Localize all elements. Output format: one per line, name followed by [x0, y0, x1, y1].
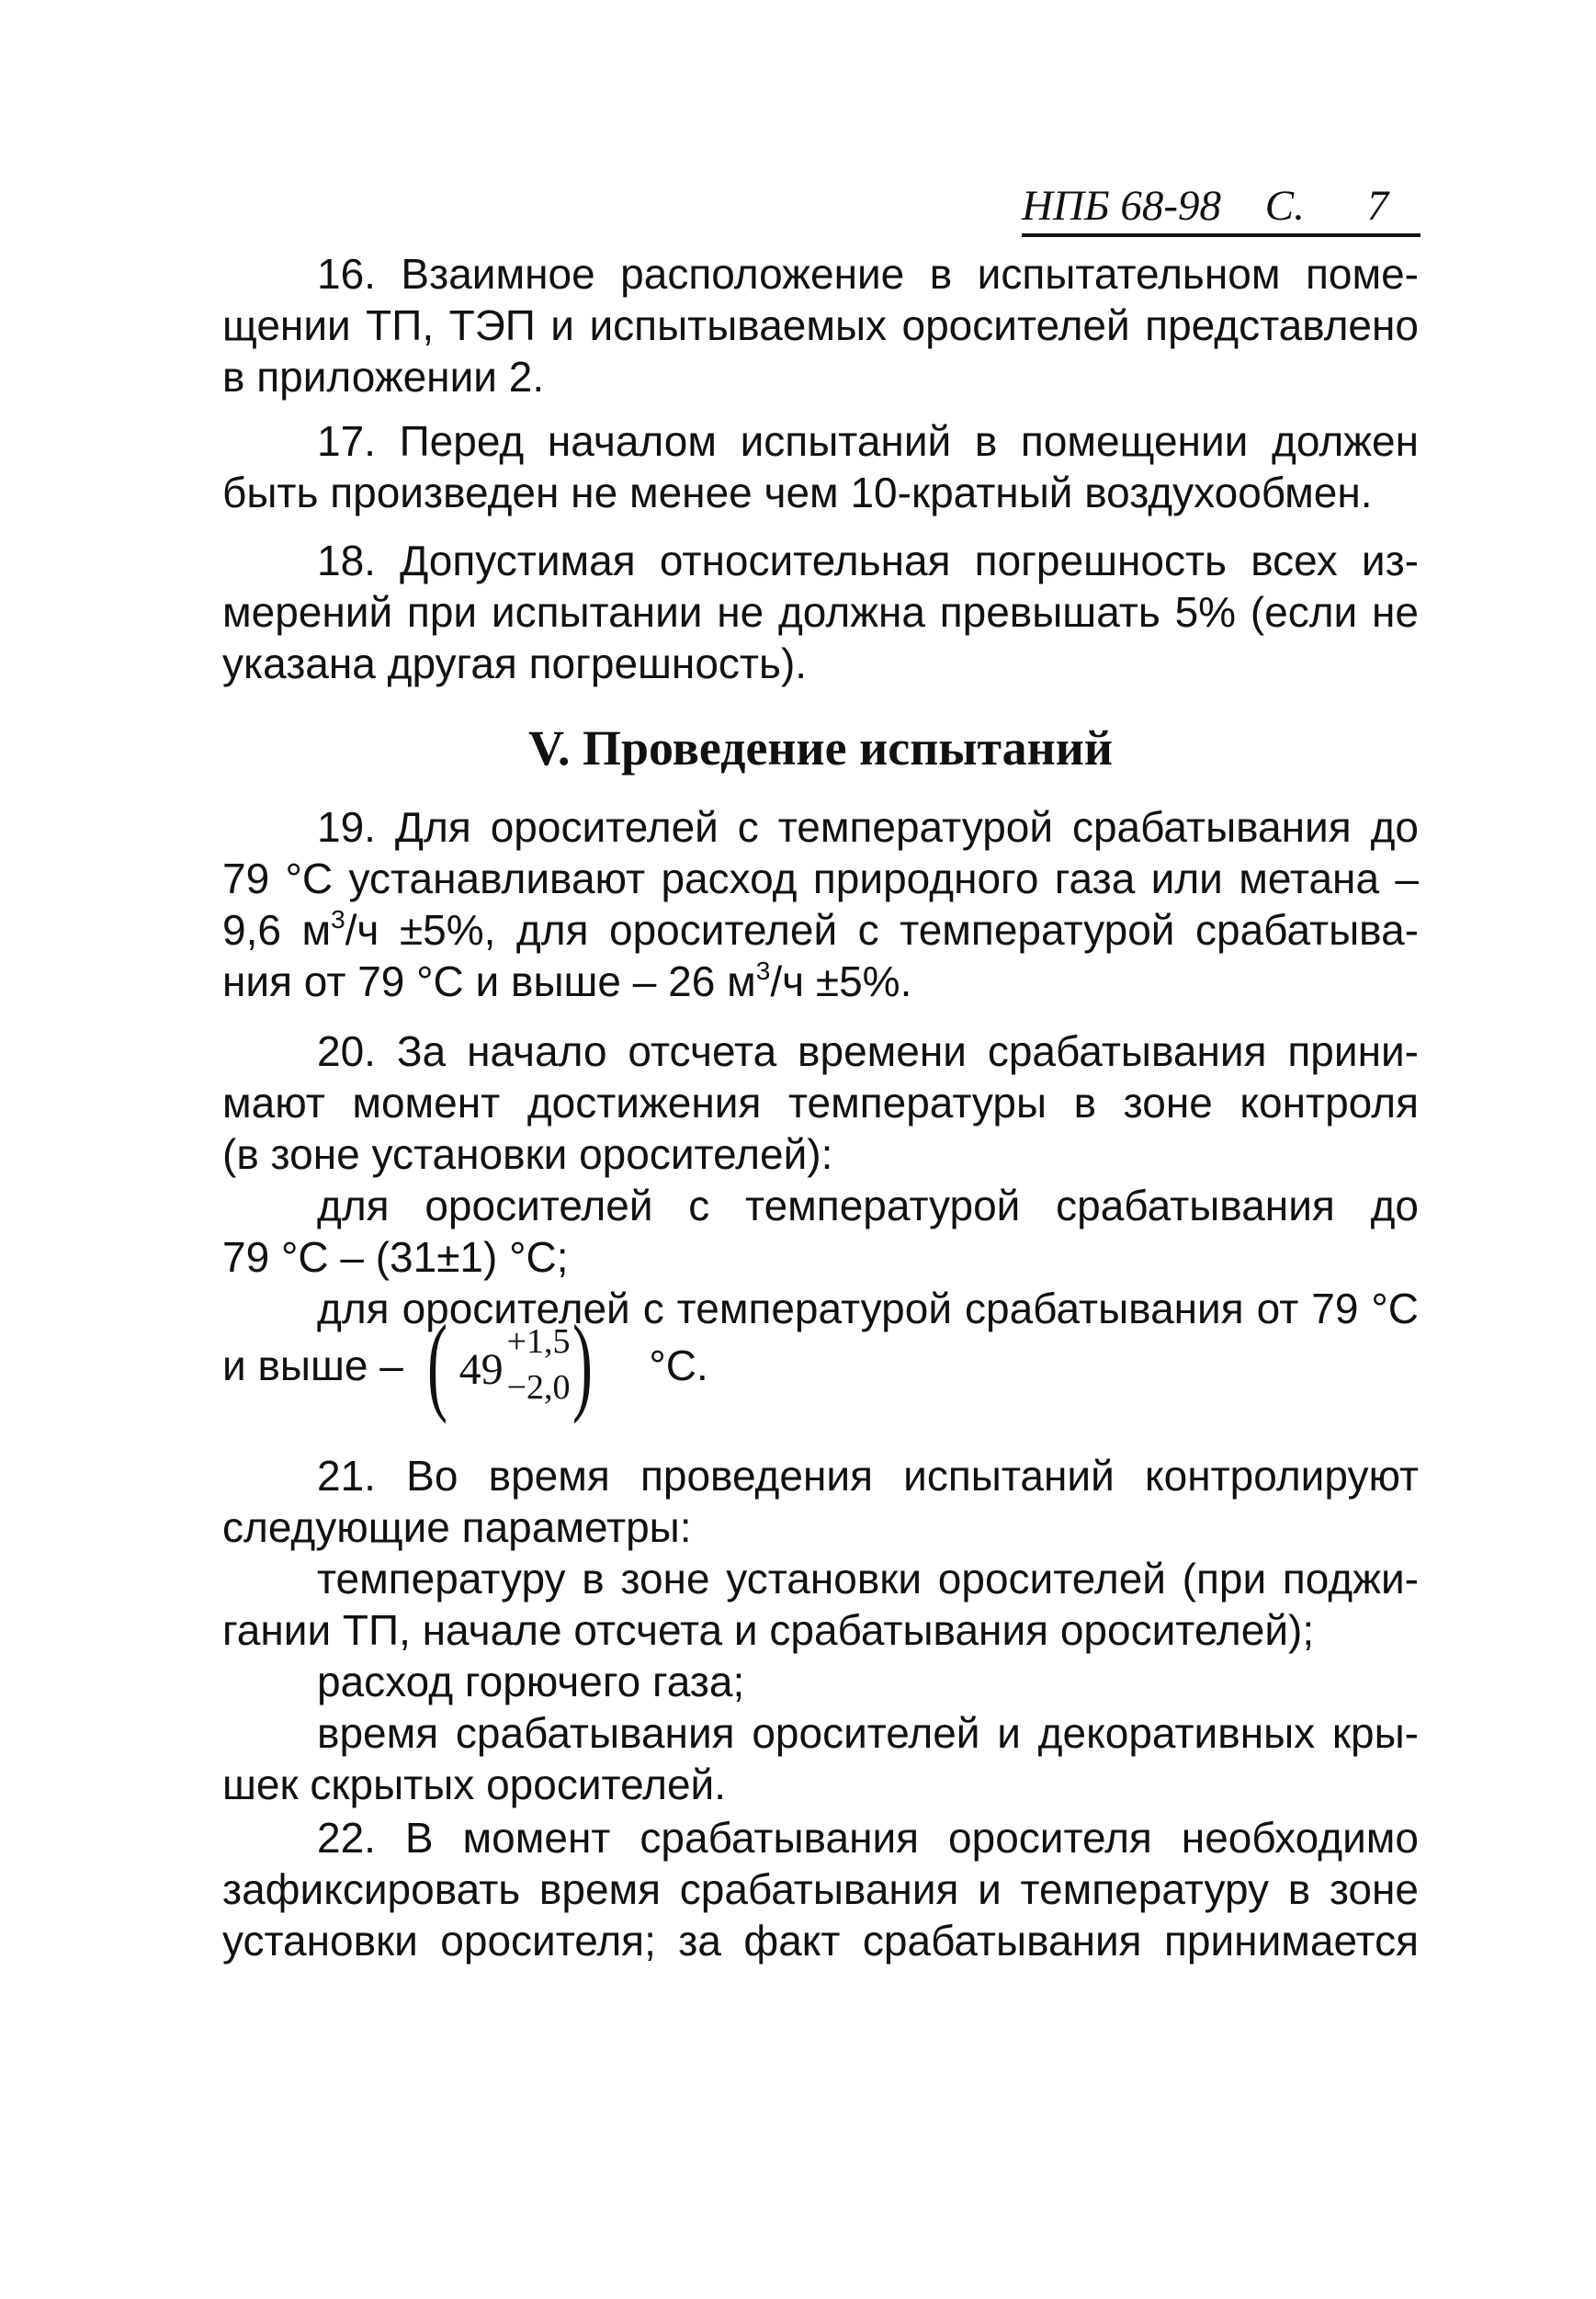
paragraph-line: 20. За начало отсчета времени срабатывания прини-	[317, 1027, 1419, 1075]
paragraph-line: установки оросителя; за факт срабатывания принимается	[222, 1917, 1419, 1965]
paragraph-line: 19. Для оросителей с температурой срабатывания до	[317, 803, 1419, 851]
paragraph-line: 22. В момент срабатывания оросителя необходимо	[317, 1814, 1419, 1862]
paragraph-line	[222, 956, 1419, 1007]
paragraph-line	[222, 904, 1419, 956]
paragraph-line: 18. Допустимая относительная погрешность всех из-	[317, 537, 1419, 584]
list-item-line: расход горючего газа;	[317, 1658, 745, 1705]
formula-upper: +1,5	[506, 1322, 571, 1361]
right-paren: )	[572, 1302, 593, 1424]
paragraph-line: следующие параметры:	[222, 1503, 692, 1551]
left-paren: (	[426, 1302, 447, 1424]
paragraph-line: (в зоне установки оросителей):	[222, 1130, 833, 1178]
paragraph-16	[222, 248, 1419, 402]
list-item-line: гании ТП, начале отсчета и срабатывания оросителей);	[222, 1606, 1315, 1654]
page-number: 7	[1366, 182, 1389, 230]
paragraph-line: зафиксировать время срабатывания и температуру в зоне	[222, 1865, 1419, 1913]
paragraph-line: щении ТП, ТЭП и испытываемых оросителей представлено	[222, 301, 1419, 349]
list-item-line: для оросителей с температурой срабатывания от 79 °С	[317, 1285, 1419, 1332]
list-item-line: шек скрытых оросителей.	[222, 1761, 727, 1808]
paragraph-line: 21. Во время проведения испытаний контролируют	[317, 1452, 1419, 1500]
paragraph-19	[222, 801, 1419, 1007]
text-run: °С.	[649, 1342, 708, 1390]
text-run: 9,6 м	[222, 906, 332, 954]
page-label: С.	[1264, 182, 1305, 230]
paragraph-line: 16. Взаимное расположение в испытательном поме-	[317, 250, 1419, 298]
paragraph-17	[222, 415, 1419, 518]
paragraph-line: быть произведен не менее чем 10-кратный воздухообмен.	[222, 469, 1373, 516]
text-run: /ч ±5%.	[770, 957, 912, 1005]
section-heading: V. Проведение испытаний	[527, 720, 1113, 776]
superscript: 3	[331, 905, 345, 934]
paragraph-line: в приложении 2.	[222, 353, 545, 401]
paragraph-line: указана другая погрешность).	[222, 640, 808, 687]
tolerance-formula	[426, 1302, 619, 1424]
document-code: НПБ 68-98	[1022, 182, 1222, 230]
superscript: 3	[755, 957, 771, 985]
formula-lower: −2,0	[506, 1368, 571, 1407]
list-item-line: время срабатывания оросителей и декоративных кры-	[317, 1709, 1419, 1757]
paragraph-22	[222, 1812, 1419, 1966]
paragraph-21	[222, 1450, 1419, 1810]
paragraph-line: 17. Перед началом испытаний в помещении должен	[317, 417, 1419, 465]
formula-base: 49	[458, 1345, 504, 1394]
list-item-line: для оросителей с температурой срабатывания до	[317, 1182, 1419, 1229]
paragraph-line: мерений при испытании не должна превышать 5% (если не	[222, 588, 1419, 636]
paragraph-20	[222, 1025, 1419, 1334]
paragraph-line: 79 °С устанавливают расход природного газа или метана –	[222, 855, 1419, 902]
paragraph-18	[222, 535, 1419, 689]
text-run: ния от 79 °С и выше – 26 м	[222, 957, 756, 1005]
list-item-line: температуру в зоне установки оросителей (при поджи-	[317, 1555, 1419, 1603]
paragraph-line: мают момент достижения температуры в зоне контроля	[222, 1079, 1419, 1127]
running-header	[1022, 180, 1421, 237]
list-item-line: 79 °С – (31±1) °С;	[222, 1233, 569, 1281]
text-run: и выше –	[222, 1342, 403, 1390]
text-run: /ч ±5%, для оросителей с температурой срабатыва-	[345, 906, 1419, 954]
